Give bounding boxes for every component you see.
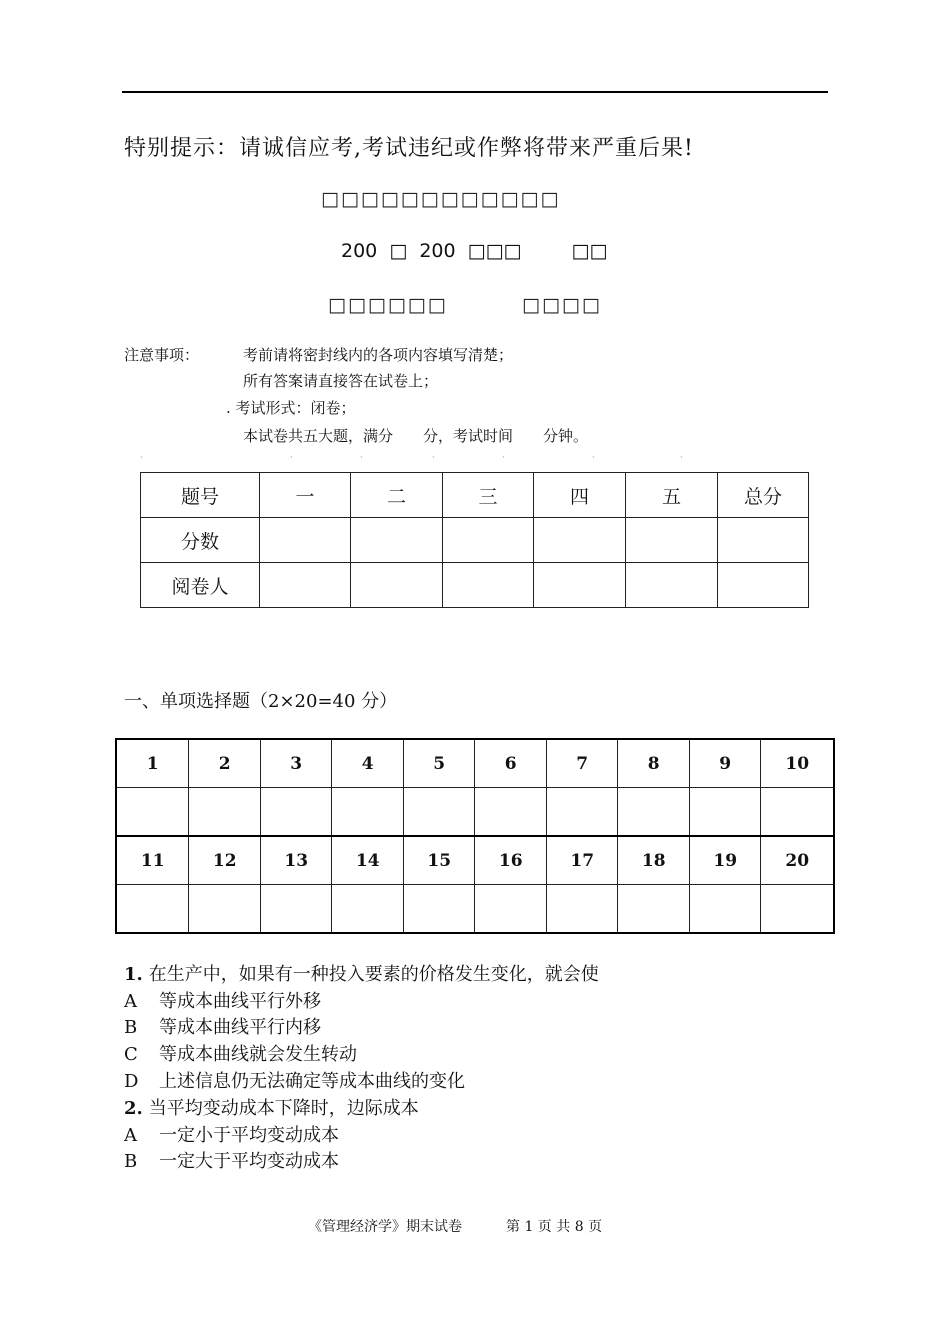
top-rule xyxy=(122,91,828,93)
answer-number: 4 xyxy=(332,739,404,788)
footer-title: 《管理经济学》期末试卷 xyxy=(308,1219,462,1235)
answer-number: 15 xyxy=(403,836,475,885)
question-option xyxy=(124,1067,465,1093)
question-option xyxy=(124,1121,339,1147)
answer-cell[interactable] xyxy=(116,885,189,934)
answer-number: 19 xyxy=(689,836,761,885)
option-text: 一定小于平均变动成本 xyxy=(159,1125,339,1146)
grader-row-label: 阅卷人 xyxy=(141,563,260,608)
grader-cell[interactable] xyxy=(351,563,443,608)
answer-cell[interactable] xyxy=(189,788,261,837)
answer-number: 7 xyxy=(546,739,618,788)
answer-cell[interactable] xyxy=(761,885,834,934)
answer-cell[interactable] xyxy=(475,788,547,837)
option-letter: C xyxy=(124,1044,138,1065)
year-part-4: □□□ xyxy=(467,240,522,262)
answer-cell[interactable] xyxy=(332,885,404,934)
score-header-cell: 三 xyxy=(443,473,534,518)
score-cell[interactable] xyxy=(626,518,718,563)
score-cell[interactable] xyxy=(351,518,443,563)
university-name-garbled: □□□□□□□□□□□□ xyxy=(321,188,561,210)
section-1-title: 一、单项选择题（2×20=40 分） xyxy=(124,691,398,712)
answer-cell[interactable] xyxy=(618,885,690,934)
year-part-5: □□ xyxy=(571,240,608,262)
answer-cell[interactable] xyxy=(761,788,834,837)
score-table-header-row xyxy=(141,473,809,518)
answer-number: 17 xyxy=(546,836,618,885)
option-text: 等成本曲线就会发生转动 xyxy=(159,1044,357,1065)
option-letter: A xyxy=(124,991,137,1012)
option-letter: D xyxy=(124,1071,139,1092)
note-item: 本试卷共五大题，满分 分，考试时间 分钟。 xyxy=(243,427,589,445)
answer-number: 12 xyxy=(189,836,261,885)
answer-number: 5 xyxy=(403,739,475,788)
answer-cell[interactable] xyxy=(260,885,332,934)
answer-grid xyxy=(115,738,835,934)
year-part-2: □ xyxy=(389,240,408,262)
answer-number: 13 xyxy=(260,836,332,885)
notes-label: 注意事项： xyxy=(124,346,200,364)
answer-cell[interactable] xyxy=(116,788,189,837)
page-footer xyxy=(308,1216,602,1236)
exam-type-garbled: □□□□ xyxy=(522,294,602,316)
question-number: 2. xyxy=(124,1098,143,1119)
score-header-cell: 四 xyxy=(534,473,626,518)
score-header-cell: 总分 xyxy=(718,473,809,518)
question-stem xyxy=(124,960,599,986)
answer-number: 3 xyxy=(260,739,332,788)
answer-number: 16 xyxy=(475,836,547,885)
grader-cell[interactable] xyxy=(443,563,534,608)
score-row-label: 分数 xyxy=(141,518,260,563)
score-cell[interactable] xyxy=(260,518,351,563)
answer-number: 14 xyxy=(332,836,404,885)
score-cell[interactable] xyxy=(443,518,534,563)
answer-cell[interactable] xyxy=(546,788,618,837)
answer-number: 6 xyxy=(475,739,547,788)
score-table xyxy=(140,472,809,608)
option-text: 等成本曲线平行外移 xyxy=(159,991,321,1012)
course-name-garbled: □□□□□□ xyxy=(328,294,448,316)
question-text: 在生产中，如果有一种投入要素的价格发生变化，就会使 xyxy=(148,964,599,985)
answer-cell[interactable] xyxy=(689,788,761,837)
year-part-3: 200 xyxy=(419,240,456,262)
answer-cell[interactable] xyxy=(403,885,475,934)
question-text: 当平均变动成本下降时，边际成本 xyxy=(148,1098,419,1119)
answer-number-row xyxy=(116,836,834,885)
answer-number: 1 xyxy=(116,739,189,788)
answer-number: 2 xyxy=(189,739,261,788)
note-item: . 考试形式：闭卷； xyxy=(226,399,356,417)
answer-number: 11 xyxy=(116,836,189,885)
question-option xyxy=(124,1040,357,1066)
dotted-separator: · · · · · · · xyxy=(140,453,683,462)
answer-cell[interactable] xyxy=(189,885,261,934)
answer-cell[interactable] xyxy=(332,788,404,837)
score-header-cell: 一 xyxy=(260,473,351,518)
option-letter: B xyxy=(124,1151,138,1172)
score-cell[interactable] xyxy=(534,518,626,563)
grader-row xyxy=(141,563,809,608)
answer-number: 20 xyxy=(761,836,834,885)
option-letter: B xyxy=(124,1017,138,1038)
score-cell[interactable] xyxy=(718,518,809,563)
grader-cell[interactable] xyxy=(718,563,809,608)
answer-cell[interactable] xyxy=(260,788,332,837)
question-stem xyxy=(124,1094,419,1120)
answer-cell[interactable] xyxy=(403,788,475,837)
note-item: 考前请将密封线内的各项内容填写清楚； xyxy=(243,346,514,364)
footer-page-number: 第 1 页 共 8 页 xyxy=(506,1219,603,1235)
answer-number: 18 xyxy=(618,836,690,885)
score-header-cell: 五 xyxy=(626,473,718,518)
grader-cell[interactable] xyxy=(534,563,626,608)
answer-blank-row xyxy=(116,885,834,934)
option-letter: A xyxy=(124,1125,137,1146)
answer-cell[interactable] xyxy=(546,885,618,934)
question-option xyxy=(124,987,321,1013)
integrity-warning: 特别提示：请诚信应考,考试违纪或作弊将带来严重后果! xyxy=(124,136,694,161)
answer-number: 8 xyxy=(618,739,690,788)
option-text: 上述信息仍无法确定等成本曲线的变化 xyxy=(159,1071,465,1092)
option-text: 等成本曲线平行内移 xyxy=(159,1017,321,1038)
answer-cell[interactable] xyxy=(689,885,761,934)
academic-year-line xyxy=(341,240,613,262)
option-text: 一定大于平均变动成本 xyxy=(159,1151,339,1172)
answer-number-row xyxy=(116,739,834,788)
question-number: 1. xyxy=(124,964,143,985)
grader-cell[interactable] xyxy=(260,563,351,608)
year-part-1: 200 xyxy=(341,240,378,262)
note-item: 所有答案请直接答在试卷上； xyxy=(243,372,439,390)
score-row xyxy=(141,518,809,563)
score-header-cell: 题号 xyxy=(141,473,260,518)
score-header-cell: 二 xyxy=(351,473,443,518)
question-option xyxy=(124,1013,321,1039)
answer-cell[interactable] xyxy=(475,885,547,934)
grader-cell[interactable] xyxy=(626,563,718,608)
answer-number: 9 xyxy=(689,739,761,788)
answer-blank-row xyxy=(116,788,834,837)
question-option xyxy=(124,1147,339,1173)
answer-cell[interactable] xyxy=(618,788,690,837)
answer-number: 10 xyxy=(761,739,834,788)
